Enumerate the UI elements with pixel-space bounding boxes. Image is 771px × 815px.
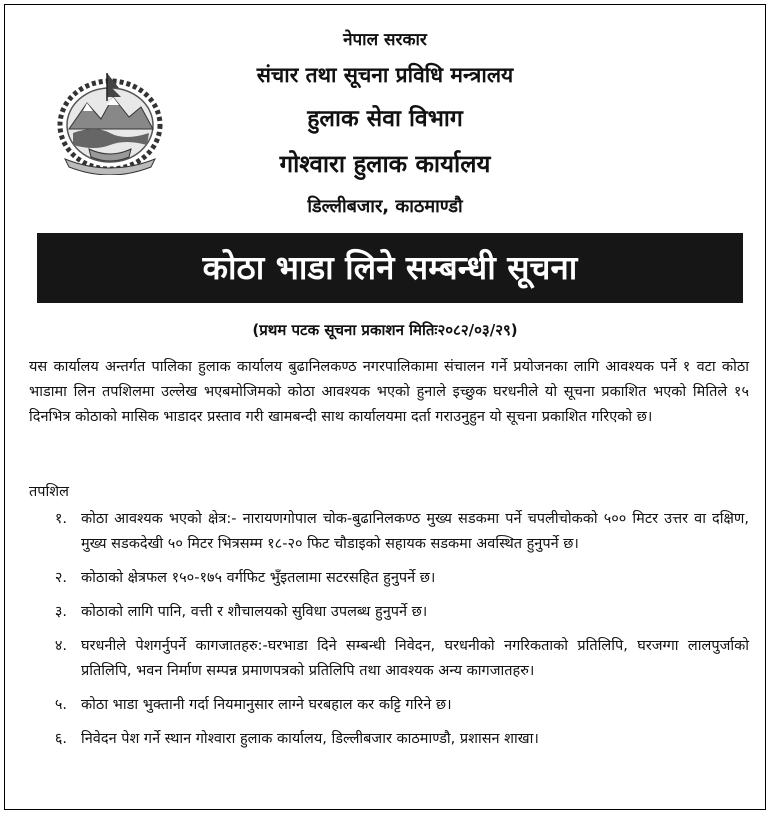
notice-title-banner: कोठा भाडा लिने सम्बन्धी सूचना (37, 233, 743, 303)
details-list (29, 507, 749, 761)
ministry-name: संचार तथा सूचना प्रविधि मन्त्रालय (256, 63, 514, 87)
publication-date: (प्रथम पटक सूचना प्रकाशन मितिः२०८२/०३/२९) (252, 321, 518, 339)
list-item (29, 727, 749, 752)
list-item-text: कोठा आवश्यक भएको क्षेत्र:- नारायणगोपाल चोक-बुढानिलकण्ठ मुख्य सडकमा पर्ने चपलीचोकको ५०० मिटर उत्तर वा दक्षिण, मुख्य सडकदेखी ५० मिटर भित्रसम्म १८-२० फिट चौडाइको सहायक सडकमा अवस्थित हुनुपर्ने छ। (81, 511, 749, 552)
office-address: डिल्लीबजार, काठमाण्डौ (307, 196, 463, 217)
department-name: हुलाक सेवा विभाग (307, 106, 463, 132)
list-item-number: १. (54, 511, 67, 527)
list-item-number: २. (54, 570, 67, 586)
list-item (29, 566, 749, 591)
list-item-number: ५. (54, 697, 67, 713)
notice-document (4, 4, 766, 810)
list-item-number: ४. (54, 638, 67, 654)
list-item-text: कोठाको क्षेत्रफल १५०-१७५ वर्गफिट भुँइतलामा सटरसहित हुनुपर्ने छ। (81, 570, 436, 586)
list-item-text: घरधनीले पेशगर्नुपर्ने कागजातहरु:-घरभाडा दिने सम्बन्धी निवेदन, घरधनीको नगरिकताको प्रतिलिपि, घरजग्गा लालपुर्जाको प्रतिलिपि, भवन निर्माण सम्पन्न प्रमाणपत्रको प्रतिलिपि तथा आवश्यक अन्य कागजातहरु। (81, 638, 749, 679)
list-item-text: निवेदन पेश गर्ने स्थान गोश्वारा हुलाक कार्यालय, डिल्लीबजार काठमाण्डौ, प्रशासन शाखा। (81, 731, 539, 747)
office-name: गोश्वारा हुलाक कार्यालय (279, 150, 491, 178)
list-item (29, 693, 749, 718)
list-item (29, 507, 749, 557)
list-item-text: कोठाको लागि पानि, वत्ती र शौचालयको सुविधा उपलब्ध हुनुपर्ने छ। (81, 604, 428, 620)
notice-body-paragraph: यस कार्यालय अन्तर्गत पालिका हुलाक कार्यालय बुढानिलकण्ठ नगरपालिकामा संचालन गर्ने प्रयोजनका लागि आवश्यक पर्ने १ वटा कोठा भाडामा लिन तपशिलमा उल्लेख भएबमोजिमको कोठा आवश्यक भएको हुनाले इच्छुक घरधनीले यो सूचना प्रकाशित भएको मितिले १५ दिनभित्र कोठाको मासिक भाडादर प्रस्ताव गरी खामबन्दी साथ कार्यालयमा दर्ता गराउनुहुन यो सूचना प्रकाशित गरिएको छ। (29, 359, 749, 425)
list-item-number: ६. (54, 731, 67, 747)
list-item-text: कोठा भाडा भुक्तानी गर्दा नियमानुसार लाग्ने घरबहाल कर कट्टि गरिने छ। (81, 697, 452, 713)
list-item-number: ३. (54, 604, 67, 620)
list-item (29, 634, 749, 684)
list-item (29, 600, 749, 625)
details-label: तपशिल (29, 484, 69, 500)
government-name: नेपाल सरकार (343, 30, 427, 50)
